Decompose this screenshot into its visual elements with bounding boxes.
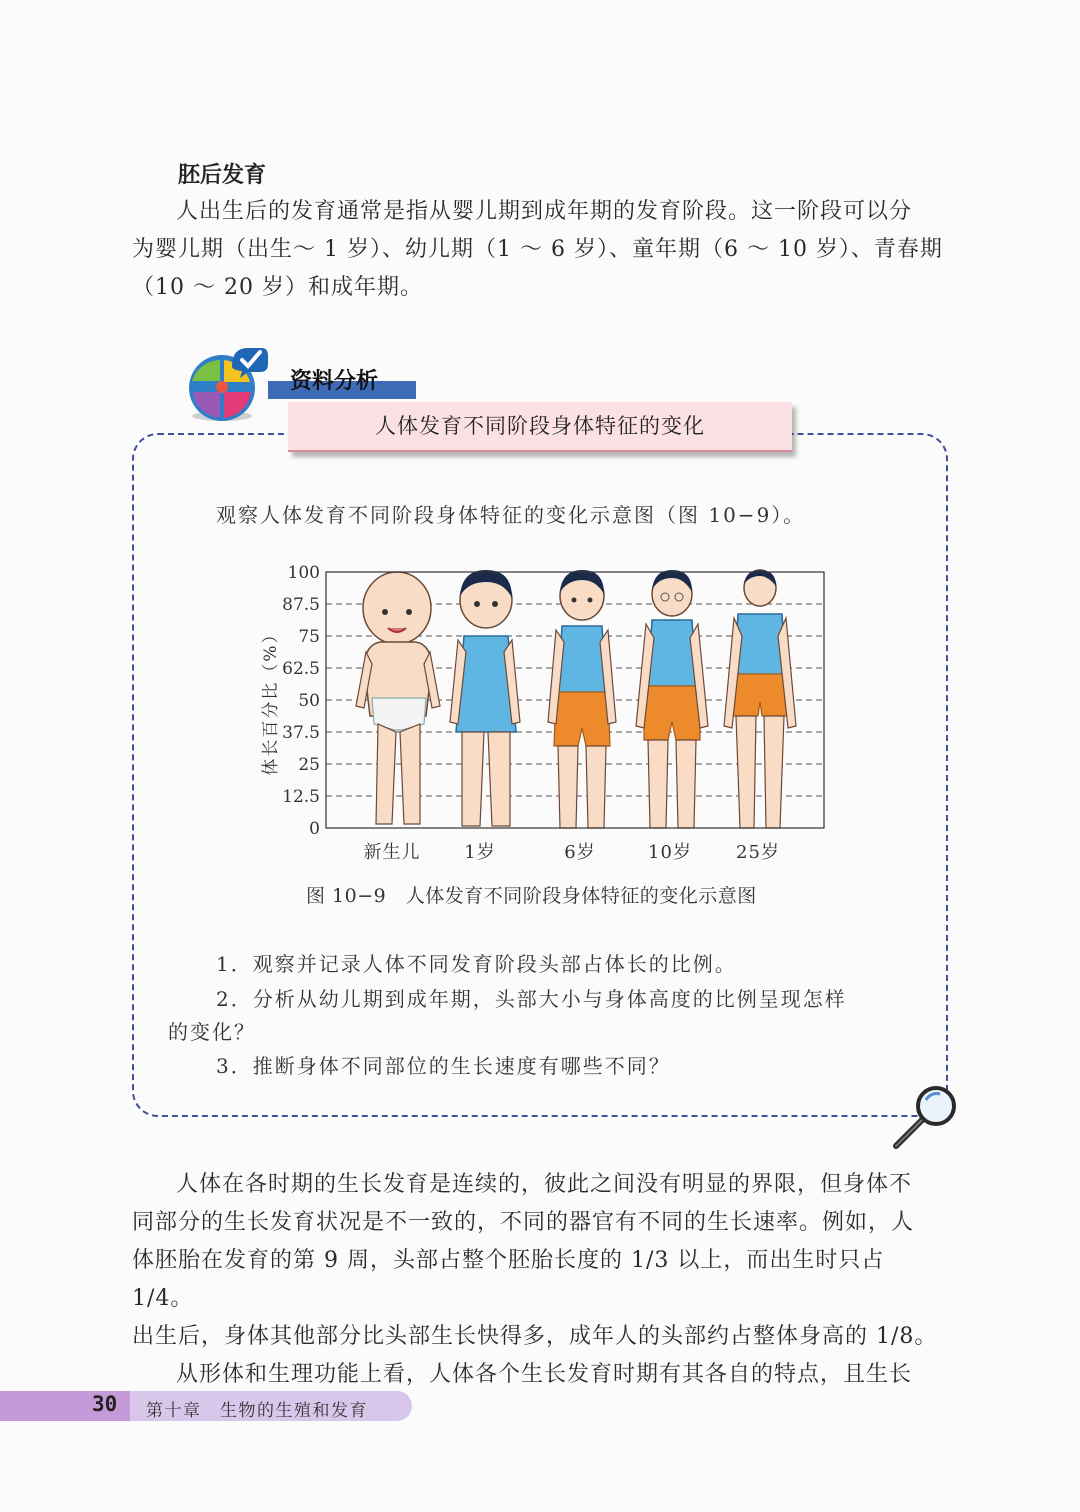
y-tick-label: 62.5 bbox=[282, 659, 320, 679]
y-tick-label: 25 bbox=[298, 755, 320, 775]
analysis-title-banner: 人体发育不同阶段身体特征的变化 bbox=[288, 402, 792, 452]
question-2-continued: 的变化？ bbox=[168, 1020, 256, 1044]
paragraph-line: （10 ～ 20 岁）和成年期。 bbox=[132, 275, 423, 300]
y-tick-label: 12.5 bbox=[282, 787, 320, 807]
y-tick-label: 50 bbox=[298, 691, 320, 711]
x-category-labels bbox=[364, 842, 780, 863]
one-year-figure bbox=[450, 570, 520, 826]
y-tick-label: 37.5 bbox=[282, 723, 320, 743]
page-number: 30 bbox=[92, 1392, 118, 1416]
question-1: 1．观察并记录人体不同发育阶段头部占体长的比例。 bbox=[216, 952, 737, 976]
x-category-label: 6岁 bbox=[564, 842, 596, 863]
body-proportion-chart bbox=[240, 556, 840, 876]
paragraph-growth-rates bbox=[132, 1166, 952, 1394]
magnifier-icon bbox=[888, 1084, 964, 1154]
puzzle-globe-icon bbox=[182, 336, 274, 428]
x-category-label: 10岁 bbox=[648, 842, 692, 863]
question-3: 3．推断身体不同部位的生长速度有哪些不同？ bbox=[216, 1054, 671, 1078]
y-tick-label: 75 bbox=[298, 627, 320, 647]
section-heading: 胚后发育 bbox=[178, 163, 267, 188]
figure-layer bbox=[356, 570, 796, 828]
paragraph-line: 出生后，身体其他部分比头部生长快得多，成年人的头部约占整体身高的 1/8。 bbox=[132, 1324, 938, 1349]
y-tick-label: 87.5 bbox=[282, 595, 320, 615]
newborn-figure bbox=[356, 572, 440, 824]
ten-year-figure bbox=[636, 570, 708, 828]
six-year-figure bbox=[548, 570, 616, 828]
paragraph-line: 为婴儿期（出生～ 1 岁）、幼儿期（1 ～ 6 岁）、童年期（6 ～ 10 岁）、青春期 bbox=[132, 237, 943, 262]
analysis-intro: 观察人体发育不同阶段身体特征的变化示意图（图 10−9）。 bbox=[216, 503, 806, 527]
adult-figure bbox=[724, 570, 796, 828]
chapter-title: 第十章 生物的生殖和发育 bbox=[146, 1401, 368, 1421]
paragraph-line: 体胚胎在发育的第 9 周，头部占整个胚胎长度的 1/3 以上，而出生时只占 1/4。 bbox=[132, 1248, 885, 1311]
analysis-badge: 资料分析 bbox=[290, 369, 379, 394]
x-category-label: 1岁 bbox=[464, 842, 496, 863]
paragraph-postnatal-stages bbox=[132, 193, 952, 307]
y-tick-label: 0 bbox=[309, 819, 320, 839]
figure-caption: 图 10−9 人体发育不同阶段身体特征的变化示意图 bbox=[306, 885, 757, 907]
paragraph-line: 从形体和生理功能上看，人体各个生长发育时期有其各自的特点，且生长 bbox=[176, 1362, 913, 1387]
paragraph-line: 人体在各时期的生长发育是连续的，彼此之间没有明显的界限，但身体不 bbox=[176, 1172, 913, 1197]
x-category-label: 25岁 bbox=[736, 842, 780, 863]
y-tick-labels bbox=[282, 563, 320, 839]
paragraph-line: 同部分的生长发育状况是不一致的，不同的器官有不同的生长速率。例如，人 bbox=[132, 1210, 915, 1235]
y-axis-label: 体长百分比（%） bbox=[261, 624, 281, 776]
y-tick-label: 100 bbox=[287, 563, 320, 583]
paragraph-line: 人出生后的发育通常是指从婴儿期到成年期的发育阶段。这一阶段可以分 bbox=[176, 199, 913, 224]
x-category-label: 新生儿 bbox=[363, 842, 421, 863]
question-2: 2．分析从幼儿期到成年期，头部大小与身体高度的比例呈现怎样 bbox=[216, 987, 847, 1011]
